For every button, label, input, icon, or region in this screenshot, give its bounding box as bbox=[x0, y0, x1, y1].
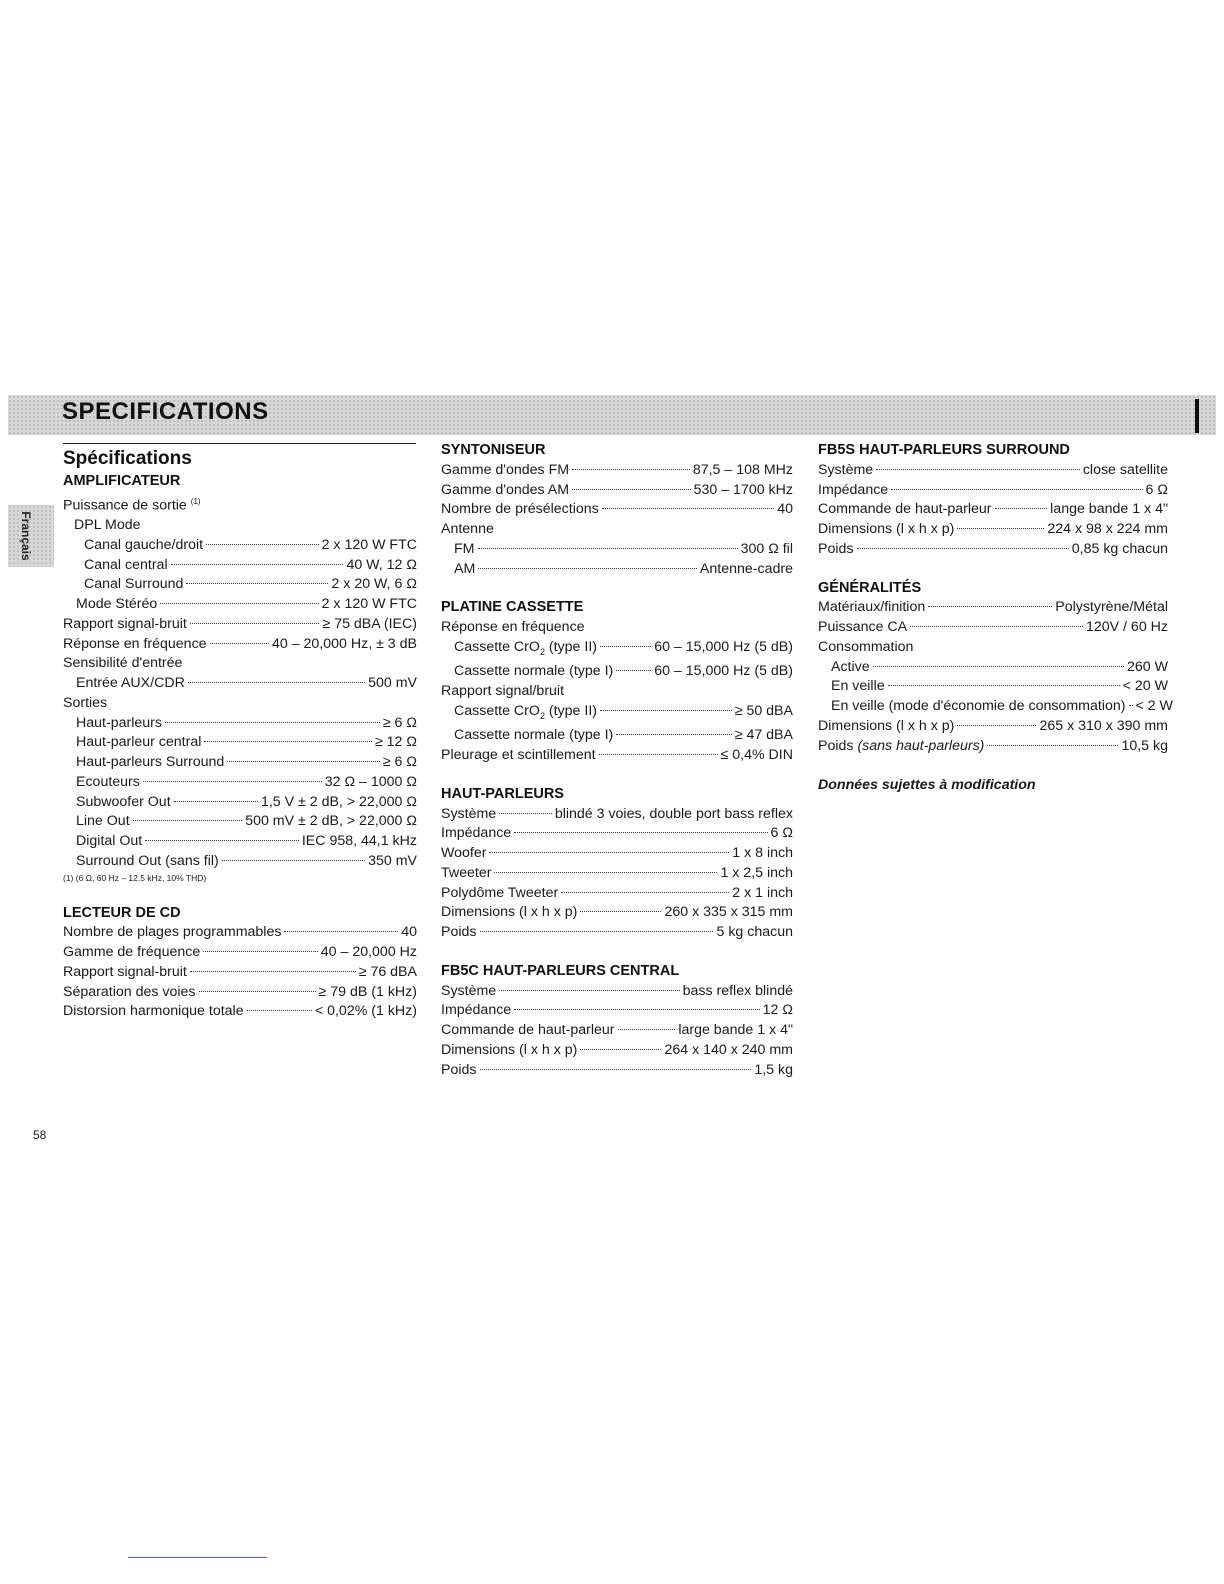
spec-row bbox=[441, 481, 793, 501]
spec-value: < 20 W bbox=[1122, 678, 1168, 695]
spec-value: 1 x 8 inch bbox=[732, 845, 793, 862]
spec-label: Haut-parleurs Surround bbox=[76, 754, 225, 771]
spec-label bbox=[454, 726, 613, 746]
dot-leader bbox=[489, 852, 729, 853]
dot-leader bbox=[171, 564, 344, 565]
dot-leader bbox=[857, 548, 1069, 549]
spec-row bbox=[441, 702, 793, 727]
dot-leader bbox=[514, 1009, 759, 1010]
spec-value: 40 bbox=[401, 924, 417, 941]
spec-value: 32 Ω – 1000 Ω bbox=[324, 773, 417, 790]
page-number: 58 bbox=[33, 1128, 47, 1142]
dot-leader bbox=[222, 860, 365, 861]
dot-leader bbox=[480, 1069, 752, 1070]
spec-label: Surround Out (sans fil) bbox=[76, 852, 219, 869]
spec-label: Impédance bbox=[441, 1002, 512, 1019]
dot-leader bbox=[478, 548, 738, 549]
spec-row bbox=[441, 500, 793, 520]
dot-leader bbox=[1129, 705, 1133, 706]
dot-leader bbox=[995, 508, 1048, 509]
section-heading-amplifier: AMPLIFICATEUR bbox=[63, 473, 181, 489]
spec-row bbox=[63, 595, 417, 615]
spec-value: 87,5 – 108 MHz bbox=[692, 461, 793, 478]
spec-value: 6 Ω bbox=[1145, 481, 1168, 498]
spec-value: 224 x 98 x 224 mm bbox=[1047, 521, 1168, 537]
spec-label: Canal central bbox=[84, 556, 168, 573]
response-label: Réponse en fréquence bbox=[441, 619, 585, 635]
spec-row bbox=[63, 923, 417, 943]
spec-label: Système bbox=[441, 982, 497, 999]
spec-label: Système bbox=[818, 461, 874, 478]
spec-row bbox=[63, 536, 417, 556]
section-heading-cd: LECTEUR DE CD bbox=[63, 904, 181, 921]
section-heading-tuner: SYNTONISEUR bbox=[441, 442, 546, 458]
spec-label: Pleurage et scintillement bbox=[441, 747, 596, 764]
spec-value: ≥ 79 dB (1 kHz) bbox=[318, 983, 417, 1000]
dot-leader bbox=[480, 931, 714, 932]
spec-value: IEC 958, 44,1 kHz bbox=[301, 833, 417, 850]
bottom-rule bbox=[128, 1557, 267, 1558]
spec-label: Woofer bbox=[441, 845, 487, 862]
spec-value: Antenne-cadre bbox=[699, 560, 793, 577]
spec-value: 2 x 120 W FTC bbox=[321, 596, 417, 613]
spec-label-text: Cassette CrO bbox=[454, 638, 540, 655]
spec-value: 1 x 2,5 inch bbox=[720, 864, 793, 881]
dot-leader bbox=[599, 754, 718, 755]
antenna-label: Antenne bbox=[441, 521, 494, 537]
consumption-label: Consommation bbox=[818, 638, 914, 655]
spec-label: Impédance bbox=[441, 825, 512, 842]
spec-value: 2 x 120 W FTC bbox=[321, 536, 417, 553]
dot-leader bbox=[602, 508, 775, 509]
spec-row bbox=[63, 635, 417, 655]
dot-leader bbox=[190, 623, 320, 624]
spec-value: 40 W, 12 Ω bbox=[346, 556, 417, 573]
dot-leader bbox=[160, 603, 318, 604]
spec-label-text: (type II) bbox=[544, 702, 597, 719]
spec-row bbox=[441, 923, 793, 943]
spec-row bbox=[818, 717, 1168, 737]
dot-leader bbox=[188, 682, 365, 683]
spec-label: Matériaux/finition bbox=[818, 599, 926, 616]
spec-row bbox=[441, 1041, 793, 1061]
spec-label: Ecouteurs bbox=[76, 773, 140, 790]
spec-value: 260 W bbox=[1126, 658, 1168, 675]
spec-value: 500 mV bbox=[368, 675, 417, 692]
spec-row bbox=[441, 844, 793, 864]
spec-value: 530 – 1700 kHz bbox=[693, 481, 793, 498]
spec-row bbox=[441, 746, 793, 766]
spec-label: Tweeter bbox=[441, 864, 492, 881]
sensitivity-label: Sensibilité d'entrée bbox=[63, 655, 183, 672]
spec-value: 2 x 1 inch bbox=[732, 884, 793, 901]
dot-leader bbox=[957, 528, 1044, 529]
spec-value: 6 Ω bbox=[770, 825, 793, 842]
spec-row bbox=[441, 824, 793, 844]
spec-value: 350 mV bbox=[368, 852, 417, 869]
spec-label: En veille bbox=[831, 678, 885, 695]
dot-leader bbox=[247, 1010, 312, 1011]
spec-value: ≥ 50 dBA bbox=[734, 702, 793, 719]
spec-label: Nombre de présélections bbox=[441, 501, 599, 518]
spec-row bbox=[441, 903, 793, 923]
spec-value: 60 – 15,000 Hz (5 dB) bbox=[654, 663, 793, 680]
spec-row bbox=[441, 638, 793, 663]
section-heading-cassette: PLATINE CASSETTE bbox=[441, 599, 584, 616]
spec-row bbox=[818, 540, 1168, 560]
spec-label: Séparation des voies bbox=[63, 983, 196, 1000]
column-left bbox=[63, 447, 417, 1022]
spec-row bbox=[441, 540, 793, 560]
dot-leader bbox=[891, 489, 1142, 490]
snr-label: Rapport signal/bruit bbox=[441, 683, 565, 700]
dot-leader bbox=[186, 583, 328, 584]
spec-row bbox=[63, 1002, 417, 1022]
banner-title: SPECIFICATIONS bbox=[62, 398, 269, 425]
dot-leader bbox=[600, 646, 651, 647]
dot-leader bbox=[928, 606, 1052, 607]
spec-value: ≥ 75 dBA (IEC) bbox=[322, 615, 417, 632]
dot-leader bbox=[561, 892, 729, 893]
dot-leader bbox=[910, 626, 1083, 627]
title-rule bbox=[63, 443, 416, 444]
subscript: 2 bbox=[539, 646, 545, 657]
spec-label-text: Cassette CrO bbox=[454, 702, 540, 719]
spec-row bbox=[818, 481, 1168, 501]
dot-leader bbox=[514, 832, 767, 833]
column-right bbox=[818, 441, 1173, 796]
section-heading-speakers: HAUT-PARLEURS bbox=[441, 785, 564, 802]
dot-leader bbox=[873, 666, 1124, 667]
spec-value: 1,5 kg bbox=[754, 1061, 793, 1078]
dot-leader bbox=[204, 741, 372, 742]
spec-label-text: Cassette normale (type I) bbox=[454, 727, 614, 744]
spec-label: Impédance bbox=[818, 481, 889, 498]
spec-value: ≤ 0,4% DIN bbox=[720, 747, 793, 764]
spec-label: Réponse en fréquence bbox=[63, 635, 207, 652]
dot-leader bbox=[203, 951, 318, 952]
spec-label: Canal gauche/droit bbox=[84, 536, 204, 553]
spec-label: Distorsion harmonique totale bbox=[63, 1003, 244, 1020]
disclaimer-note: Données sujettes à modification bbox=[818, 777, 1036, 794]
spec-row bbox=[818, 658, 1168, 678]
spec-value: 5 kg chacun bbox=[716, 924, 793, 941]
dot-leader bbox=[600, 710, 732, 711]
dot-leader bbox=[580, 1049, 661, 1050]
spec-row bbox=[63, 773, 417, 793]
spec-label-text: Poids bbox=[818, 737, 854, 754]
spec-value: ≥ 6 Ω bbox=[382, 754, 417, 771]
spec-label: Entrée AUX/CDR bbox=[76, 675, 185, 692]
spec-value: bass reflex blindé bbox=[682, 982, 793, 999]
spec-value: 260 x 335 x 315 mm bbox=[664, 904, 793, 921]
spec-row bbox=[818, 520, 1168, 540]
dot-leader bbox=[190, 971, 356, 972]
dot-leader bbox=[876, 469, 1080, 470]
spec-value: Polystyrène/Métal bbox=[1055, 599, 1168, 616]
spec-row bbox=[63, 793, 417, 813]
spec-row bbox=[441, 461, 793, 481]
spec-value: close satellite bbox=[1082, 461, 1168, 478]
banner-edge-bar bbox=[1195, 399, 1199, 433]
spec-value: 60 – 15,000 Hz (5 dB) bbox=[654, 638, 793, 655]
spec-row bbox=[818, 618, 1168, 638]
power-label bbox=[63, 492, 417, 516]
spec-row bbox=[818, 461, 1168, 481]
spec-label-text: (type II) bbox=[544, 638, 597, 655]
spec-label bbox=[454, 702, 597, 727]
spec-row bbox=[818, 737, 1168, 757]
dot-leader bbox=[133, 820, 243, 821]
spec-label: Gamme d'ondes AM bbox=[441, 481, 570, 498]
spec-value: < 2 W bbox=[1135, 698, 1173, 714]
dot-leader bbox=[616, 670, 651, 671]
power-label-text: Puissance de sortie bbox=[63, 497, 187, 514]
dot-leader bbox=[618, 1029, 676, 1030]
spec-value: blindé 3 voies, double port bass reflex bbox=[554, 805, 793, 822]
spec-label: Poids bbox=[818, 540, 854, 557]
spec-row bbox=[441, 1001, 793, 1021]
dot-leader bbox=[572, 469, 690, 470]
spec-value: lange bande 1 x 4" bbox=[1050, 501, 1168, 518]
spec-row bbox=[63, 615, 417, 635]
spec-row bbox=[63, 852, 417, 872]
dot-leader bbox=[145, 840, 299, 841]
spec-row bbox=[818, 500, 1168, 520]
spec-value: large bande 1 x 4" bbox=[678, 1022, 793, 1039]
dot-leader bbox=[210, 643, 269, 644]
dot-leader bbox=[580, 911, 661, 912]
spec-label: En veille (mode d'économie de consommation) bbox=[831, 698, 1126, 714]
spec-row bbox=[818, 697, 1173, 717]
spec-label: Gamme de fréquence bbox=[63, 944, 201, 961]
spec-label: Rapport signal-bruit bbox=[63, 963, 187, 980]
dot-leader bbox=[957, 725, 1036, 726]
spec-value: 264 x 140 x 240 mm bbox=[664, 1041, 793, 1058]
spec-value: 500 mV ± 2 dB, > 22,000 Ω bbox=[245, 813, 417, 830]
spec-label: Nombre de plages programmables bbox=[63, 924, 282, 941]
spec-value: 40 bbox=[777, 501, 793, 518]
dot-leader bbox=[478, 568, 697, 569]
spec-label: Gamme d'ondes FM bbox=[441, 461, 570, 478]
spec-label: Subwoofer Out bbox=[76, 793, 171, 810]
dot-leader bbox=[199, 991, 316, 992]
spec-label: Dimensions (l x h x p) bbox=[441, 1041, 578, 1058]
spec-value: < 0,02% (1 kHz) bbox=[314, 1003, 417, 1020]
spec-row bbox=[63, 943, 417, 963]
spec-row bbox=[63, 983, 417, 1003]
spec-value: 10,5 kg bbox=[1121, 737, 1168, 754]
spec-row bbox=[63, 575, 417, 595]
spec-row bbox=[441, 1061, 793, 1081]
spec-value: 120V / 60 Hz bbox=[1085, 619, 1168, 635]
spec-value: ≥ 76 dBA bbox=[358, 963, 417, 980]
page-title: Spécifications bbox=[63, 448, 192, 469]
spec-label: Canal Surround bbox=[84, 576, 184, 593]
spec-value: ≥ 12 Ω bbox=[374, 734, 417, 751]
spec-value: 40 – 20,000 Hz, ± 3 dB bbox=[271, 635, 417, 652]
spec-value: 300 Ω fil bbox=[740, 540, 793, 557]
spec-value: 1,5 V ± 2 dB, > 22,000 Ω bbox=[260, 793, 417, 810]
spec-label: Poids bbox=[441, 924, 477, 941]
spec-label bbox=[454, 638, 597, 663]
dot-leader bbox=[143, 781, 322, 782]
spec-row bbox=[63, 963, 417, 983]
spec-label bbox=[454, 662, 613, 682]
spec-row bbox=[441, 662, 793, 682]
language-tab-label: Français bbox=[19, 511, 33, 561]
spec-label bbox=[818, 737, 984, 757]
spec-value: 265 x 310 x 390 mm bbox=[1039, 717, 1168, 734]
spec-row bbox=[63, 674, 417, 694]
spec-value: 40 – 20,000 Hz bbox=[320, 944, 417, 961]
spec-label: Système bbox=[441, 805, 497, 822]
section-heading-center-speaker: FB5C HAUT-PARLEURS CENTRAL bbox=[441, 962, 680, 979]
spec-row bbox=[63, 556, 417, 576]
spec-row bbox=[441, 805, 793, 825]
spec-row bbox=[441, 560, 793, 580]
dot-leader bbox=[206, 544, 318, 545]
spec-label: Haut-parleur central bbox=[76, 734, 202, 751]
spec-value: 12 Ω bbox=[762, 1002, 793, 1019]
spec-label: Rapport signal-bruit bbox=[63, 615, 187, 632]
spec-value: 0,85 kg chacun bbox=[1071, 540, 1168, 557]
subscript: 2 bbox=[539, 710, 545, 721]
spec-label: Dimensions (l x h x p) bbox=[441, 904, 578, 921]
dot-leader bbox=[174, 801, 258, 802]
spec-value: ≥ 47 dBA bbox=[734, 727, 793, 744]
spec-label: Haut-parleurs bbox=[76, 714, 162, 731]
dot-leader bbox=[616, 734, 731, 735]
dot-leader bbox=[494, 872, 717, 873]
section-heading-surround-speakers: FB5S HAUT-PARLEURS SURROUND bbox=[818, 442, 1070, 458]
dot-leader bbox=[499, 813, 552, 814]
spec-label: Digital Out bbox=[76, 833, 143, 850]
power-footnote-ref: (1) bbox=[190, 496, 201, 506]
spec-row bbox=[441, 726, 793, 746]
footnote: (1) (6 Ω, 60 Hz – 12.5 kHz, 10% THD) bbox=[63, 872, 207, 883]
spec-row bbox=[441, 884, 793, 904]
spec-row bbox=[818, 598, 1168, 618]
spec-label: Dimensions (l x h x p) bbox=[818, 717, 955, 734]
spec-label: FM bbox=[454, 540, 475, 557]
spec-label: Puissance CA bbox=[818, 619, 908, 635]
spec-label: Commande de haut-parleur bbox=[441, 1022, 615, 1039]
column-middle bbox=[441, 441, 793, 1080]
spec-label: Mode Stéréo bbox=[76, 596, 158, 613]
spec-row bbox=[441, 982, 793, 1002]
spec-row bbox=[63, 753, 417, 773]
spec-label: Commande de haut-parleur bbox=[818, 501, 992, 518]
spec-row bbox=[63, 714, 417, 734]
spec-row bbox=[441, 864, 793, 884]
dot-leader bbox=[987, 745, 1118, 746]
dot-leader bbox=[499, 990, 679, 991]
dot-leader bbox=[572, 489, 691, 490]
spec-row bbox=[63, 812, 417, 832]
outputs-label: Sorties bbox=[63, 694, 108, 711]
dot-leader bbox=[888, 685, 1120, 686]
spec-label: AM bbox=[454, 560, 476, 577]
dot-leader bbox=[165, 722, 380, 723]
spec-label: Poids bbox=[441, 1061, 477, 1078]
dot-leader bbox=[284, 931, 398, 932]
spec-label: Active bbox=[831, 658, 870, 675]
spec-label: Line Out bbox=[76, 813, 130, 830]
spec-row bbox=[441, 1021, 793, 1041]
dpl-mode-label: DPL Mode bbox=[74, 517, 141, 534]
spec-label: Dimensions (l x h x p) bbox=[818, 521, 955, 537]
dot-leader bbox=[227, 761, 380, 762]
spec-row bbox=[63, 733, 417, 753]
spec-label-italic: (sans haut-parleurs) bbox=[857, 737, 985, 754]
spec-value: 2 x 20 W, 6 Ω bbox=[331, 576, 417, 593]
spec-row bbox=[818, 677, 1168, 697]
section-heading-general: GÉNÉRALITÉS bbox=[818, 579, 922, 596]
spec-label: Polydôme Tweeter bbox=[441, 884, 559, 901]
spec-label-text: Cassette normale (type I) bbox=[454, 663, 614, 680]
spec-value: ≥ 6 Ω bbox=[382, 714, 417, 731]
spec-row bbox=[63, 832, 417, 852]
